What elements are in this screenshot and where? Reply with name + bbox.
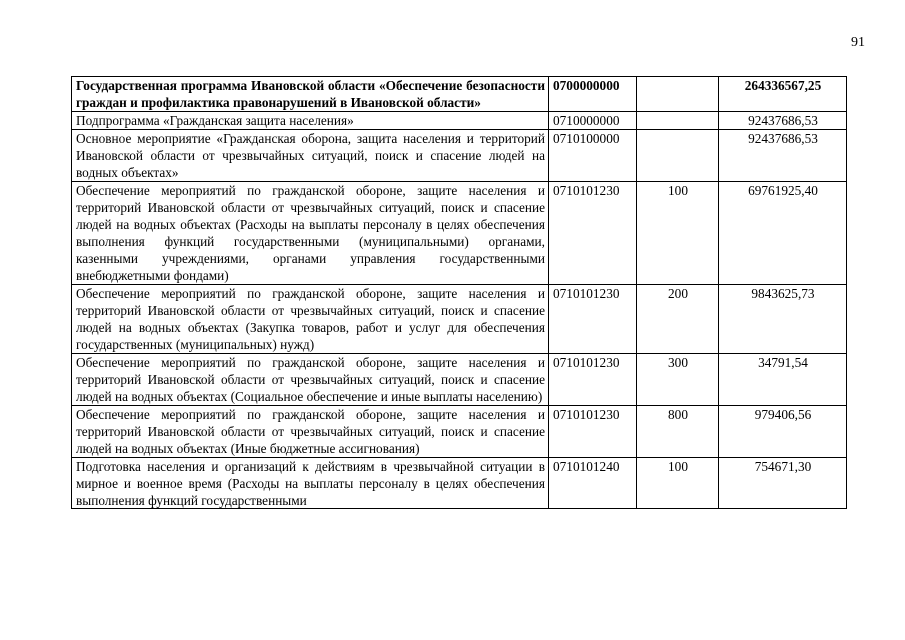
cell-sum: 34791,54: [719, 354, 847, 406]
cell-code: 0710101230: [549, 406, 637, 458]
cell-sum: 264336567,25: [719, 77, 847, 112]
cell-name: [72, 458, 549, 509]
cell-type: [637, 77, 719, 112]
table-row: [72, 406, 847, 458]
table-row: [72, 458, 847, 509]
cell-name: Обеспечение мероприятий по гражданской обороне, защите населения и территорий Ивановской области от чрезвычайных ситуаций, поиск и спасение людей на водных объектах (Иные бюджетные ассигнования): [72, 406, 549, 458]
table-row: [72, 77, 847, 112]
cell-name: Подпрограмма «Гражданская защита населения»: [72, 112, 549, 130]
table-row: [72, 112, 847, 130]
cell-code: 0710000000: [549, 112, 637, 130]
table-row: [72, 285, 847, 354]
cell-code: 0710100000: [549, 130, 637, 182]
cell-name: Государственная программа Ивановской области «Обеспечение безопасности граждан и профилактика правонарушений в Ивановской области»: [72, 77, 549, 112]
table-row: [72, 182, 847, 285]
table-row: [72, 354, 847, 406]
cell-type: 200: [637, 285, 719, 354]
cell-code: 0710101230: [549, 285, 637, 354]
cell-sum: 92437686,53: [719, 130, 847, 182]
cell-name: Основное мероприятие «Гражданская оборона, защита населения и территорий Ивановской области от чрезвычайных ситуаций, поиск и спасение людей на водных объектах»: [72, 130, 549, 182]
cell-name: Обеспечение мероприятий по гражданской обороне, защите населения и территорий Ивановской области от чрезвычайных ситуаций, поиск и спасение людей на водных объектах (Расходы на выплаты персоналу в целях обеспечения выполнения функций государственными (муниципальными) органами, казенными учреждениями, органами управления государственными внебюджетными фондами): [72, 182, 549, 285]
cell-sum: 69761925,40: [719, 182, 847, 285]
cell-type: 300: [637, 354, 719, 406]
cell-type: 100: [637, 458, 719, 509]
cell-sum: 754671,30: [719, 458, 847, 509]
budget-table-body: [72, 77, 847, 509]
cell-sum: 9843625,73: [719, 285, 847, 354]
cell-code: 0710101230: [549, 354, 637, 406]
table-row: [72, 130, 847, 182]
cell-name-text: Подготовка населения и организаций к действиям в чрезвычайной ситуации в мирное и военное время (Расходы на выплаты персоналу в целях обеспечения выполнения функций государственными: [76, 459, 545, 508]
cell-name: Обеспечение мероприятий по гражданской обороне, защите населения и территорий Ивановской области от чрезвычайных ситуаций, поиск и спасение людей на водных объектах (Закупка товаров, работ и услуг для обеспечения государственных (муниципальных) нужд): [72, 285, 549, 354]
page-number: 91: [851, 35, 865, 50]
budget-table: [71, 76, 847, 509]
cell-sum: 979406,56: [719, 406, 847, 458]
cell-type: [637, 112, 719, 130]
cell-code: 0710101230: [549, 182, 637, 285]
cell-type: 100: [637, 182, 719, 285]
cell-code: 0700000000: [549, 77, 637, 112]
cell-type: [637, 130, 719, 182]
cell-type: 800: [637, 406, 719, 458]
cell-name: Обеспечение мероприятий по гражданской обороне, защите населения и территорий Ивановской области от чрезвычайных ситуаций, поиск и спасение людей на водных объектах (Социальное обеспечение и иные выплаты населению): [72, 354, 549, 406]
cell-sum: 92437686,53: [719, 112, 847, 130]
cell-code: 0710101240: [549, 458, 637, 509]
